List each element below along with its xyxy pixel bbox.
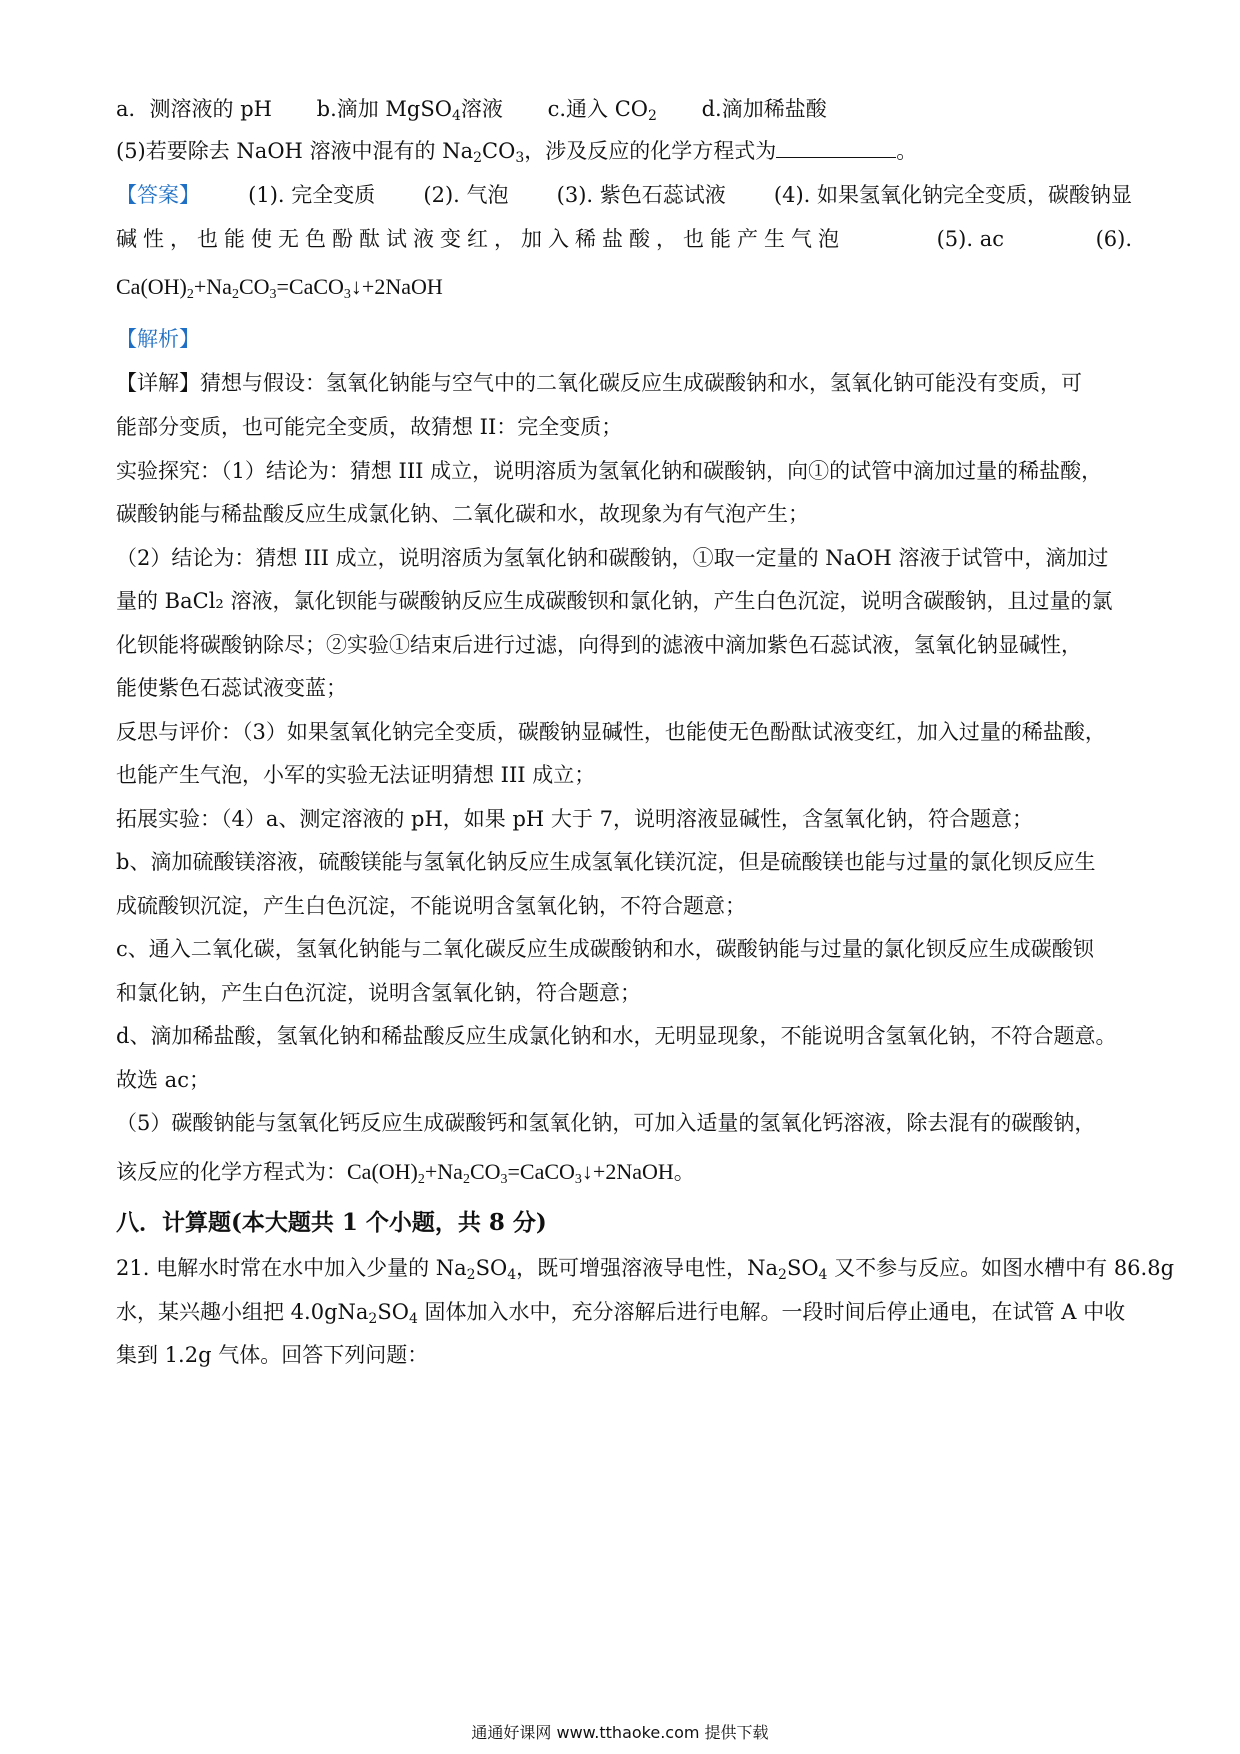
answer-6-label: (6).: [1095, 227, 1132, 251]
answer-line-1: [116, 180, 1132, 210]
section-heading: 八．计算题(本大题共 1 个小题，共 8 分): [116, 1209, 547, 1236]
analysis-line: （5）碳酸钠能与氢氧化钙反应生成碳酸钙和氢氧化钠，可加入适量的氢氧化钙溶液，除去混有的碳酸钠，: [116, 1111, 1096, 1135]
analysis-line: 也能产生气泡，小军的实验无法证明猜想 III 成立；: [116, 763, 596, 787]
answer-4-cont: 碱性，也能使无色酚酞试液变红，加入稀盐酸，也能产生气泡: [116, 227, 845, 251]
analysis-line: 和氯化钠，产生白色沉淀，说明含氢氧化钠，符合题意；: [116, 981, 641, 1005]
answer-equation: $Ca(OH)_2+Na_2CO_3=CaCO_3↓+2NaOH$: [116, 274, 443, 302]
answer-2: (2). 气泡: [423, 183, 509, 207]
analysis-line: 拓展实验：（4）a、测定溶液的 pH，如果 pH 大于 7，说明溶液显碱性，含氢氧化钠，符合题意；: [116, 807, 1033, 831]
question-21-line-2: 水，某兴趣小组把 $4.0gNa_2SO_4$ 固体加入水中，充分溶解后进行电解。一段时间后停止通电，在试管 A 中收: [116, 1300, 1126, 1327]
option-c: c.通入 $CO_2$: [547, 97, 657, 124]
analysis-line: c、通入二氧化碳，氢氧化钠能与二氧化碳反应生成碳酸钠和水，碳酸钠能与过量的氯化钡反应生成碳酸钡: [116, 937, 1094, 961]
analysis-line: 能部分变质，也可能完全变质，故猜想 II：完全变质；: [116, 415, 623, 439]
answer-5: (5). ac: [936, 227, 1004, 251]
question-21-line-3: 集到 1.2g 气体。回答下列问题：: [116, 1343, 429, 1367]
analysis-line: 能使紫色石蕊试液变蓝；: [116, 676, 347, 700]
answer-1: (1). 完全变质: [248, 183, 376, 207]
analysis-line: 化钡能将碳酸钠除尽；②实验①结束后进行过滤，向得到的滤液中滴加紫色石蕊试液，氢氧化钠显碱性，: [116, 633, 1082, 657]
analysis-line: 成硫酸钡沉淀，产生白色沉淀，不能说明含氢氧化钠，不符合题意；: [116, 894, 746, 918]
question-21-line-1: 21. 电解水时常在水中加入少量的 $Na_2SO_4$，既可增强溶液导电性，$Na_2SO_4$ 又不参与反应。如图水槽中有 86.8g: [116, 1256, 1175, 1283]
analysis-line: 【详解】猜想与假设：氢氧化钠能与空气中的二氧化碳反应生成碳酸钠和水，氢氧化钠可能没有变质，可: [116, 371, 1082, 395]
option-a: a．测溶液的 pH: [116, 97, 272, 121]
option-d: d.滴加稀盐酸: [701, 97, 827, 121]
answer-line-2: [116, 224, 1132, 254]
analysis-line: 反思与评价：（3）如果氢氧化钠完全变质，碳酸钠显碱性，也能使无色酚酞试液变红，加入过量的稀盐酸，: [116, 720, 1106, 744]
answer-3: (3). 紫色石蕊试液: [556, 183, 726, 207]
answer-4: (4). 如果氢氧化钠完全变质，碳酸钠显: [773, 183, 1132, 207]
final-equation-line: 该反应的化学方程式为：$Ca(OH)_2+Na_2CO_3=CaCO_3↓+2NaOH$。: [116, 1159, 695, 1187]
question-5: (5)若要除去 NaOH 溶液中混有的 $Na_2CO_3$，涉及反应的化学方程式为 。: [116, 139, 918, 166]
footer-text: 通通好课网 www.tthaoke.com 提供下载: [471, 1723, 769, 1742]
analysis-line: 碳酸钠能与稀盐酸反应生成氯化钠、二氧化碳和水，故现象为有气泡产生；: [116, 502, 809, 526]
analysis-line: b、滴加硫酸镁溶液，硫酸镁能与氢氧化钠反应生成氢氧化镁沉淀，但是硫酸镁也能与过量的氯化钡反应生: [116, 850, 1096, 874]
analysis-label: 【解析】: [116, 327, 200, 351]
answer-blank: [776, 137, 896, 158]
analysis-line: 量的 BaCl₂ 溶液，氯化钡能与碳酸钠反应生成碳酸钡和氯化钠，产生白色沉淀，说明含碳酸钠，且过量的氯: [116, 589, 1113, 613]
options-line: [116, 94, 1132, 124]
option-b: b.滴加 MgSO$_4$溶液: [316, 97, 503, 124]
analysis-line: d、滴加稀盐酸，氢氧化钠和稀盐酸反应生成氯化钠和水，无明显现象，不能说明含氢氧化钠，不符合题意。: [116, 1024, 1117, 1048]
analysis-line: （2）结论为：猜想 III 成立，说明溶质为氢氧化钠和碳酸钠，①取一定量的 NaOH 溶液于试管中，滴加过: [116, 546, 1109, 570]
analysis-line: 故选 ac；: [116, 1068, 210, 1092]
answer-label: 【答案】: [116, 183, 200, 207]
analysis-line: 实验探究：（1）结论为：猜想 III 成立，说明溶质为氢氧化钠和碳酸钠，向①的试管中滴加过量的稀盐酸，: [116, 459, 1103, 483]
